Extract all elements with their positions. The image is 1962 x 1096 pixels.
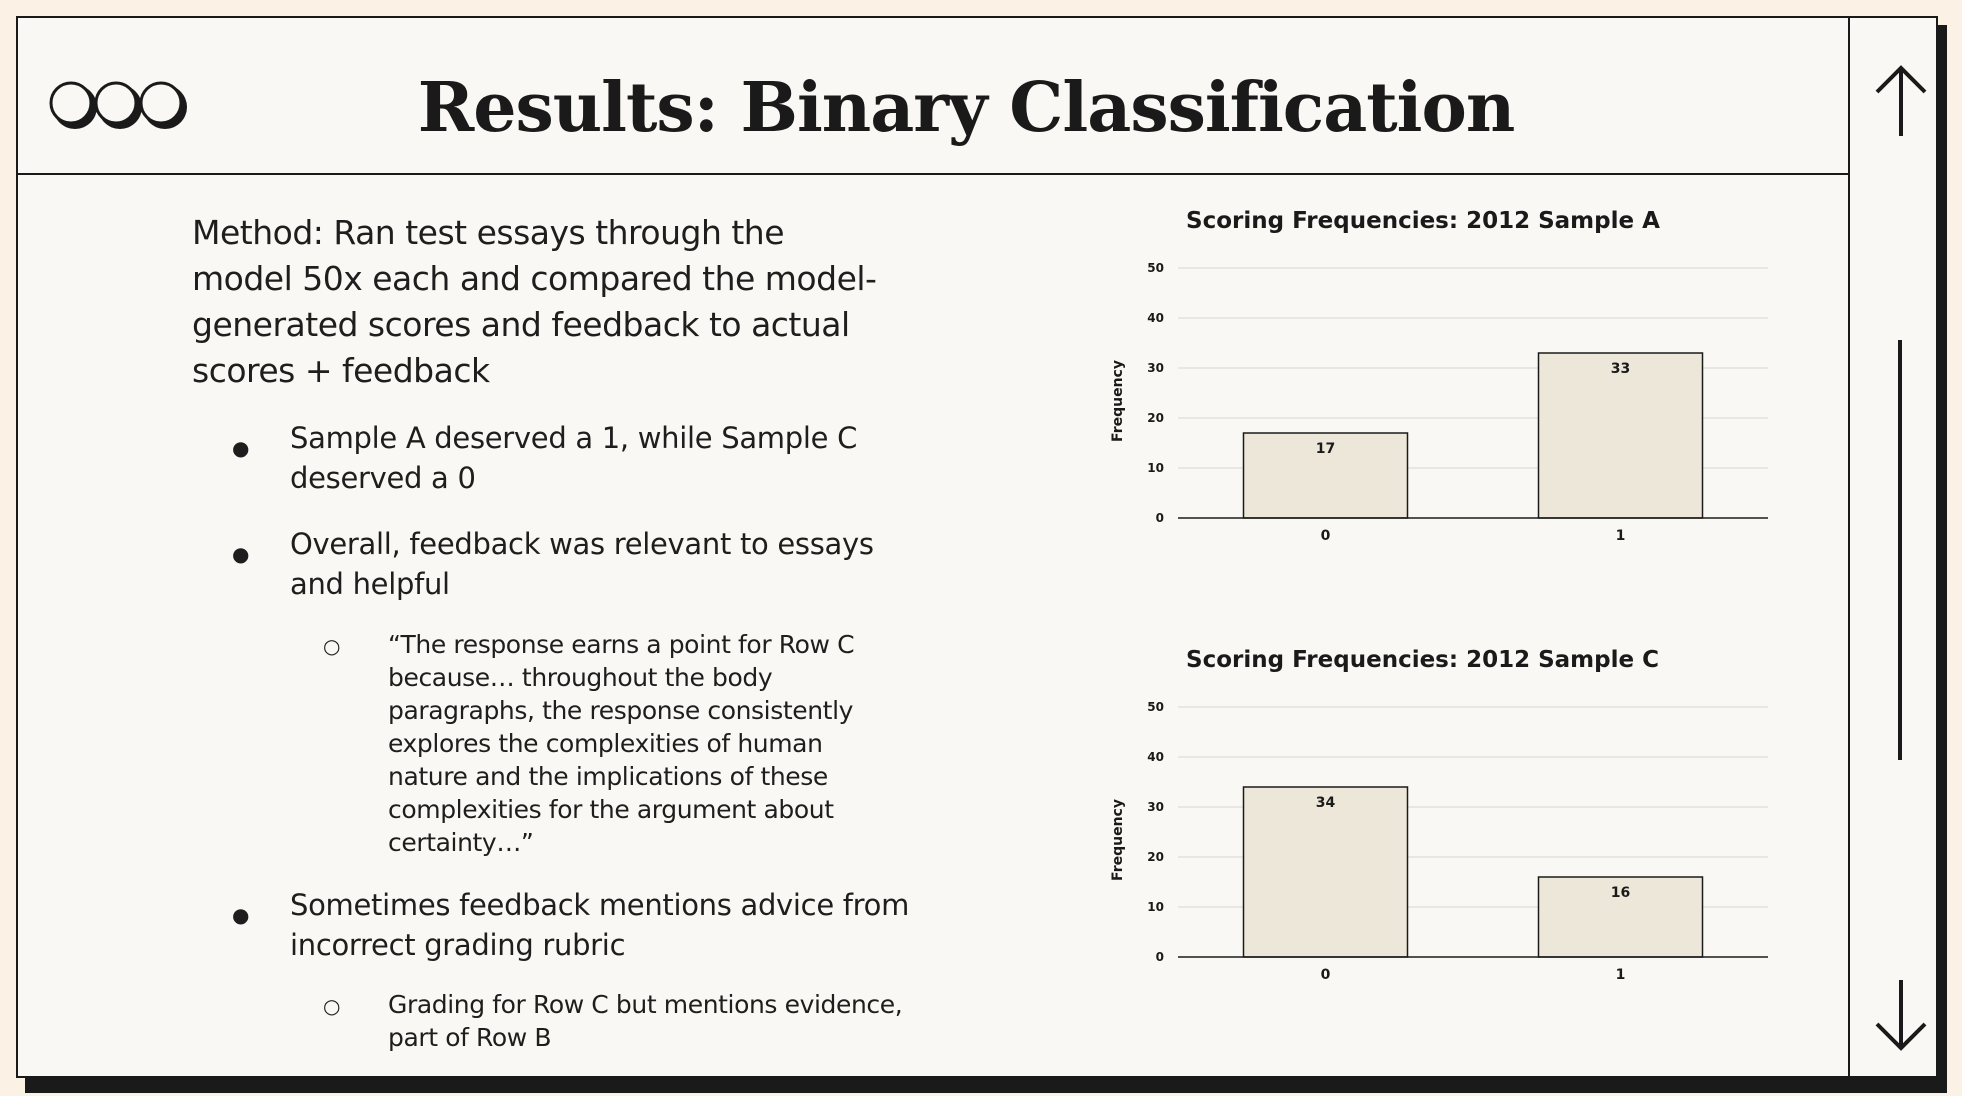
chart-title: Scoring Frequencies: 2012 Sample A [1186, 208, 1660, 234]
method-text: Method: Ran test essays through the model 50x each and compared the model-generated scores and feedback to actual scores + feedback [192, 213, 877, 390]
sub-bullet-text: “The response earns a point for Row C because… throughout the body paragraphs, the response consistently explores the complexities of human nature and the implications of these complexities for the argument about certainty…” [388, 630, 855, 857]
y-tick-label: 40 [1147, 750, 1164, 764]
bullet-icon: ● [232, 436, 250, 460]
y-tick-label: 30 [1147, 800, 1164, 814]
bullet-text: Sometimes feedback mentions advice from incorrect grading rubric [290, 888, 910, 962]
bar-chart-sample-a [1078, 194, 1798, 614]
scroll-indicator[interactable] [1898, 340, 1902, 760]
chart-title: Scoring Frequencies: 2012 Sample C [1186, 647, 1659, 673]
data-label: 16 [1610, 885, 1631, 901]
y-tick-label: 10 [1147, 900, 1164, 914]
sub-bullet-icon: ○ [323, 994, 341, 1018]
x-tick-label: 1 [1615, 528, 1626, 544]
bar [1539, 353, 1703, 518]
y-tick-label: 50 [1147, 700, 1164, 714]
data-label: 34 [1315, 795, 1336, 811]
slide-header [18, 18, 1850, 175]
y-tick-label: 20 [1147, 850, 1164, 864]
arrow-up-icon[interactable] [1871, 62, 1931, 142]
y-tick-label: 40 [1147, 311, 1164, 325]
sub-bullet-text: Grading for Row C but mentions evidence, part of Row B [388, 990, 903, 1052]
x-tick-label: 0 [1320, 528, 1331, 544]
bullet-text: Sample A deserved a 1, while Sample C deserved a 0 [290, 421, 858, 495]
y-tick-label: 10 [1147, 461, 1164, 475]
slide [16, 16, 1938, 1078]
bar-chart-sample-c [1078, 633, 1798, 1053]
y-tick-label: 0 [1155, 511, 1164, 525]
bullet-icon: ● [232, 542, 250, 566]
data-label: 33 [1610, 361, 1631, 377]
x-tick-label: 0 [1320, 967, 1331, 983]
bar [1244, 787, 1408, 957]
arrow-down-icon[interactable] [1871, 974, 1931, 1054]
bullet-icon: ● [232, 903, 250, 927]
right-panel-divider [1848, 18, 1850, 1078]
x-tick-label: 1 [1615, 967, 1626, 983]
page-title: Results: Binary Classification [417, 68, 1515, 148]
y-tick-label: 0 [1155, 950, 1164, 964]
y-tick-label: 50 [1147, 261, 1164, 275]
y-tick-label: 20 [1147, 411, 1164, 425]
data-label: 17 [1315, 441, 1336, 457]
y-tick-label: 30 [1147, 361, 1164, 375]
sub-bullet-icon: ○ [323, 634, 341, 658]
y-axis-label: Frequency [1110, 799, 1126, 881]
y-axis-label: Frequency [1110, 360, 1126, 442]
bullet-text: Overall, feedback was relevant to essays and helpful [290, 527, 874, 601]
